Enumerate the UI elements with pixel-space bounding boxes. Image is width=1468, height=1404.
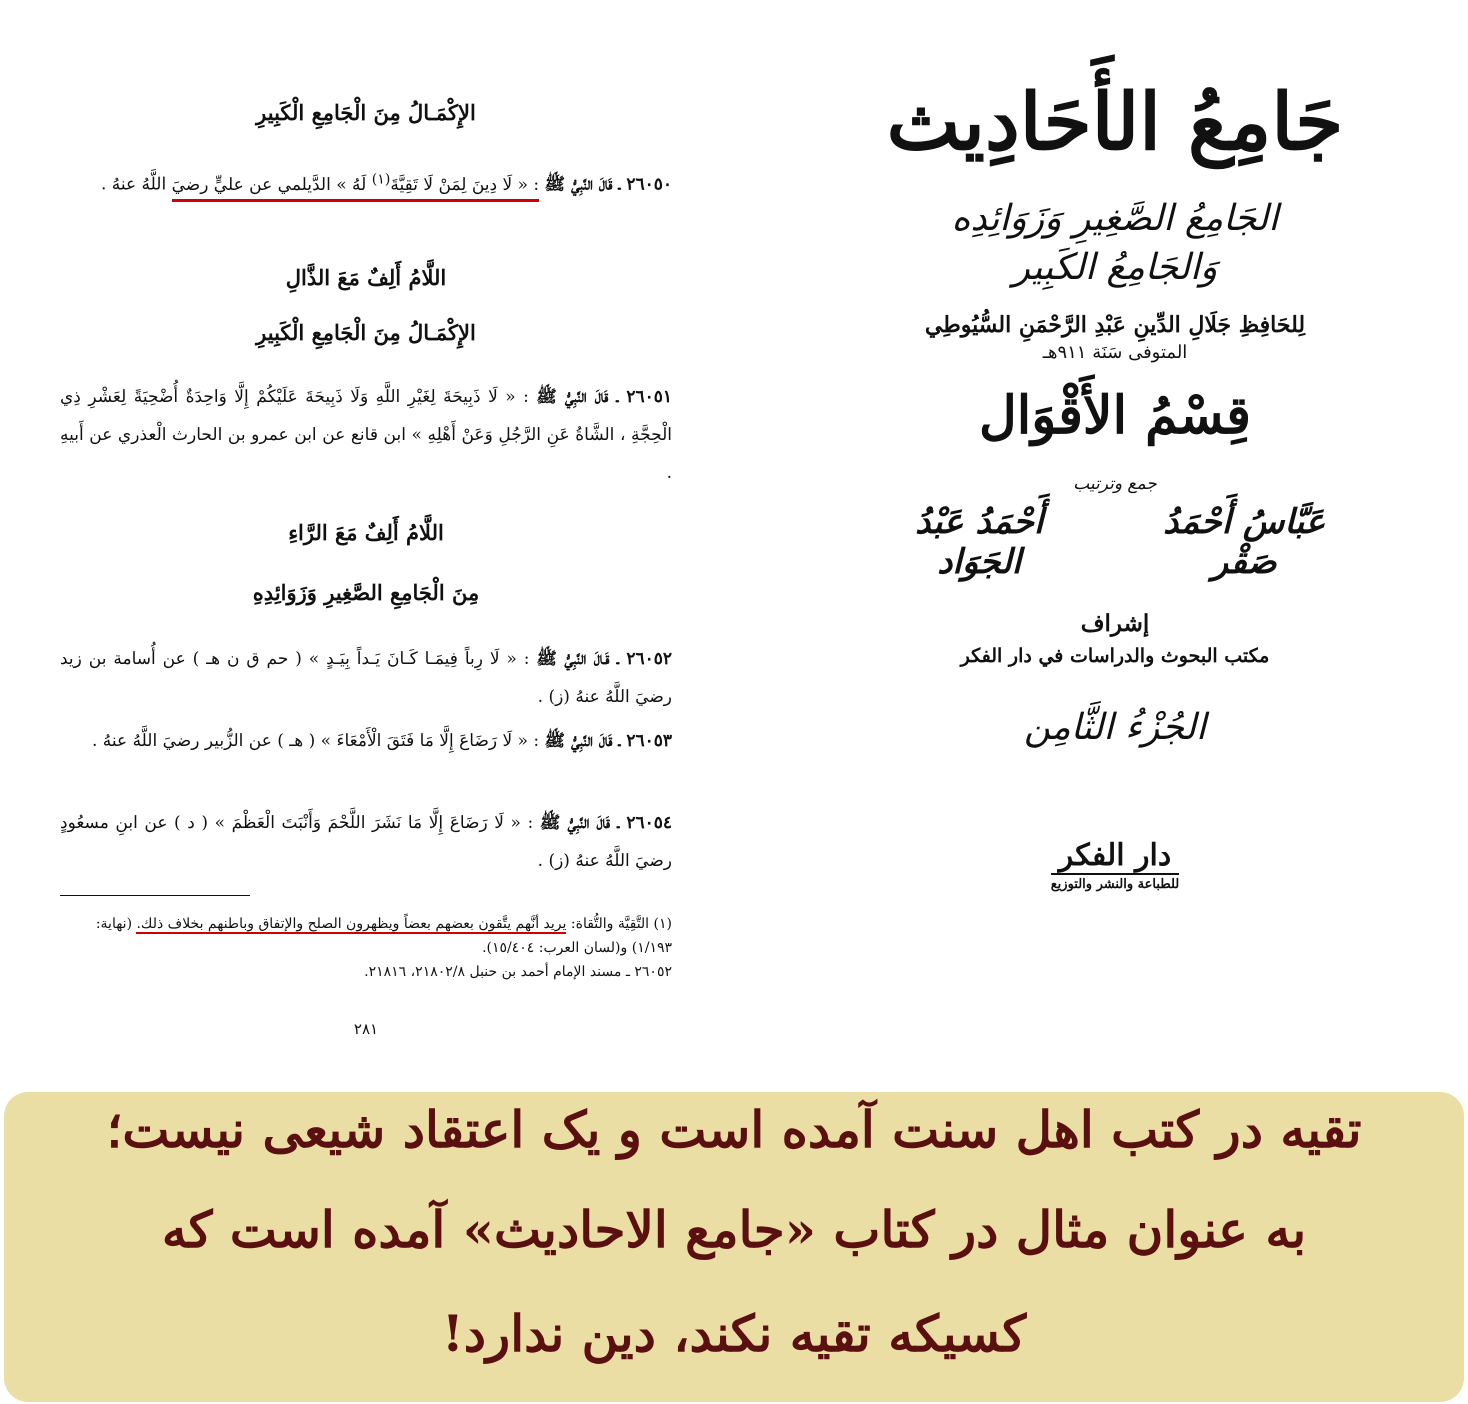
author-name: لِلحَافِظِ جَلَالِ الدِّينِ عَبْدِ الرَّحْمَنِ السُّيُوطِي <box>924 311 1306 338</box>
section-heading: اللَّامُ أَلِفٌ مَعَ الذَّالِ <box>285 265 447 290</box>
section-heading: الإِكْمَـالُ مِنَ الْجَامِعِ الْكَبِيرِ <box>256 100 476 125</box>
hadith-number: ٢٦٠٥١ ـ قَالَ النَّبِيُّ ﷺ <box>536 387 672 407</box>
compiled-by-label: جمع وترتيب <box>1073 473 1157 494</box>
supervision-office: مكتب البحوث والدراسات في دار الفكر <box>960 644 1270 667</box>
hadith-number: ٢٦٠٥٣ ـ قَالَ النَّبِيُّ ﷺ <box>544 731 672 751</box>
author-death-year: المتوفى سَنَة ٩١١هـ <box>1042 341 1188 363</box>
hadith-source-end: اللَّهُ عنهُ . <box>100 174 167 195</box>
caption-line-1: تقیه در کتب اهل سنت آمده است و یک اعتقاد شیعی نیست؛ <box>106 1100 1362 1159</box>
caption-box <box>4 1092 1464 1402</box>
footnote-mark: (١) <box>371 171 391 187</box>
hadith-26054 <box>60 804 672 880</box>
caption-line-3: کسیکه تقیه نکند، دین ندارد! <box>441 1304 1027 1363</box>
book-title: جَامِعُ الأَحَادِيث <box>886 77 1344 168</box>
hadith-26052 <box>60 640 672 716</box>
editor-name: أَحْمَدُ عَبْدُ الجَوَاد <box>915 501 1044 582</box>
hadith-text: : « لَا ذَبِيحَةَ لِغَيْرِ اللَّهِ وَلَا ذَبِيحَةَ عَلَيْكُمْ إِلَّا وَاحِدَةٌ أُضْحِيَةً لِعَشْرِ ذِي الْحِجَّةِ ، الشَّاةُ عَنِ الرَّجُلِ وَعَنْ أَهْلِهِ » ابن قانع عن ابن عمرو بن الحارث الْعذري عن أَبيهِ . <box>60 387 672 483</box>
hadith-number: ٢٦٠٥٠ ـ قَالَ النَّبِيُّ ﷺ <box>544 174 672 195</box>
page-number: ٢٨١ <box>353 1020 379 1038</box>
right-title-page <box>880 70 1350 892</box>
hadith-text: : « لَا رَضَاعَ إِلَّا مَا فَتَقَ الْأَمْعَاءَ » ( هـ ) عن الزُّبير رضيَ اللَّهُ عنهُ . <box>91 731 540 751</box>
hadith-text: : « لَا رِباً فِيمَـا كَـانَ يَـداً بِيَـدٍ » ( حم ق ن هـ ) عن أُسامة بن زيد رضيَ اللَّهُ عنهُ (ز) . <box>60 649 672 707</box>
subtitle-line-2: وَالجَامِعُ الكَبِير <box>1012 246 1218 288</box>
editors <box>880 502 1350 582</box>
caption-line-2: به عنوان مثال در کتاب «جامع الاحادیث» آمده است که <box>161 1200 1307 1259</box>
supervision-label: إشراف <box>1080 609 1150 637</box>
section-heading: مِنَ الْجَامِعِ الصَّغِيرِ وَزَوَائِدِهِ <box>252 580 480 605</box>
subtitle-line-1: الجَامِعُ الصَّغِيرِ وَزَوَائِدِه <box>951 197 1279 239</box>
publisher-logo: دار الفكر <box>1058 837 1172 873</box>
footnotes <box>60 912 672 984</box>
footnote-1: (١) التَّقِيَّة والتُّقاة: يريد أنَّهم يتَّقون بعضهم بعضاً ويظهرون الصلح والإتفاق وباطنهم بخلاف ذلك. (نهاية: ١/١٩٣) و(لسان العرب: ١٥/٤٠٤). <box>95 916 672 956</box>
section-heading: اللَّامُ أَلِفٌ مَعَ الرَّاءِ <box>288 520 444 545</box>
footnote-divider <box>60 895 250 896</box>
section-title: قِسْمُ الأَقْوَال <box>978 384 1251 446</box>
section-heading: الإِكْمَـالُ مِنَ الْجَامِعِ الْكَبِيرِ <box>256 320 476 345</box>
footnote-underlined: يريد أنَّهم يتَّقون بعضهم بعضاً ويظهرون الصلح والإتفاق وباطنهم بخلاف ذلك. <box>136 916 567 932</box>
hadith-26050 <box>60 160 672 204</box>
hadith-source-underlined: الدَّيلمي عن عليٍّ رضيَ <box>172 175 331 202</box>
editor-name: عَبَّاسُ أَحْمَدُ صَقْر <box>1163 501 1326 582</box>
volume-label: الجُزْءُ الثَّامِن <box>1024 706 1206 748</box>
hadith-text: : « لَا رَضَاعَ إِلَّا مَا نَشَرَ اللَّحْمَ وَأَنْبَتَ الْعَظْمَ » ( د ) عن ابنِ مسعُودٍ رضيَ اللَّهُ عنهُ (ز) . <box>60 813 672 871</box>
hadith-26053 <box>60 722 672 760</box>
publisher-subtitle: للطباعة والنشر والتوزيع <box>1051 873 1179 892</box>
hadith-number: ٢٦٠٥٤ ـ قَالَ النَّبِيُّ ﷺ <box>539 813 673 833</box>
hadith-26051 <box>60 378 672 492</box>
hadith-text-underlined: : « لَا دِينَ لِمَنْ لَا تَقِيَّةَ$^{(١)}$ لَهُ » <box>331 175 539 202</box>
footnote-2: ٢٦٠٥٢ ـ مسند الإمام أحمد بن حنبل ٢١٨٠٢/٨، ٢١٨١٦. <box>364 964 672 980</box>
hadith-number: ٢٦٠٥٢ ـ قَـالَ النَّبِيُّ ﷺ <box>536 649 673 669</box>
